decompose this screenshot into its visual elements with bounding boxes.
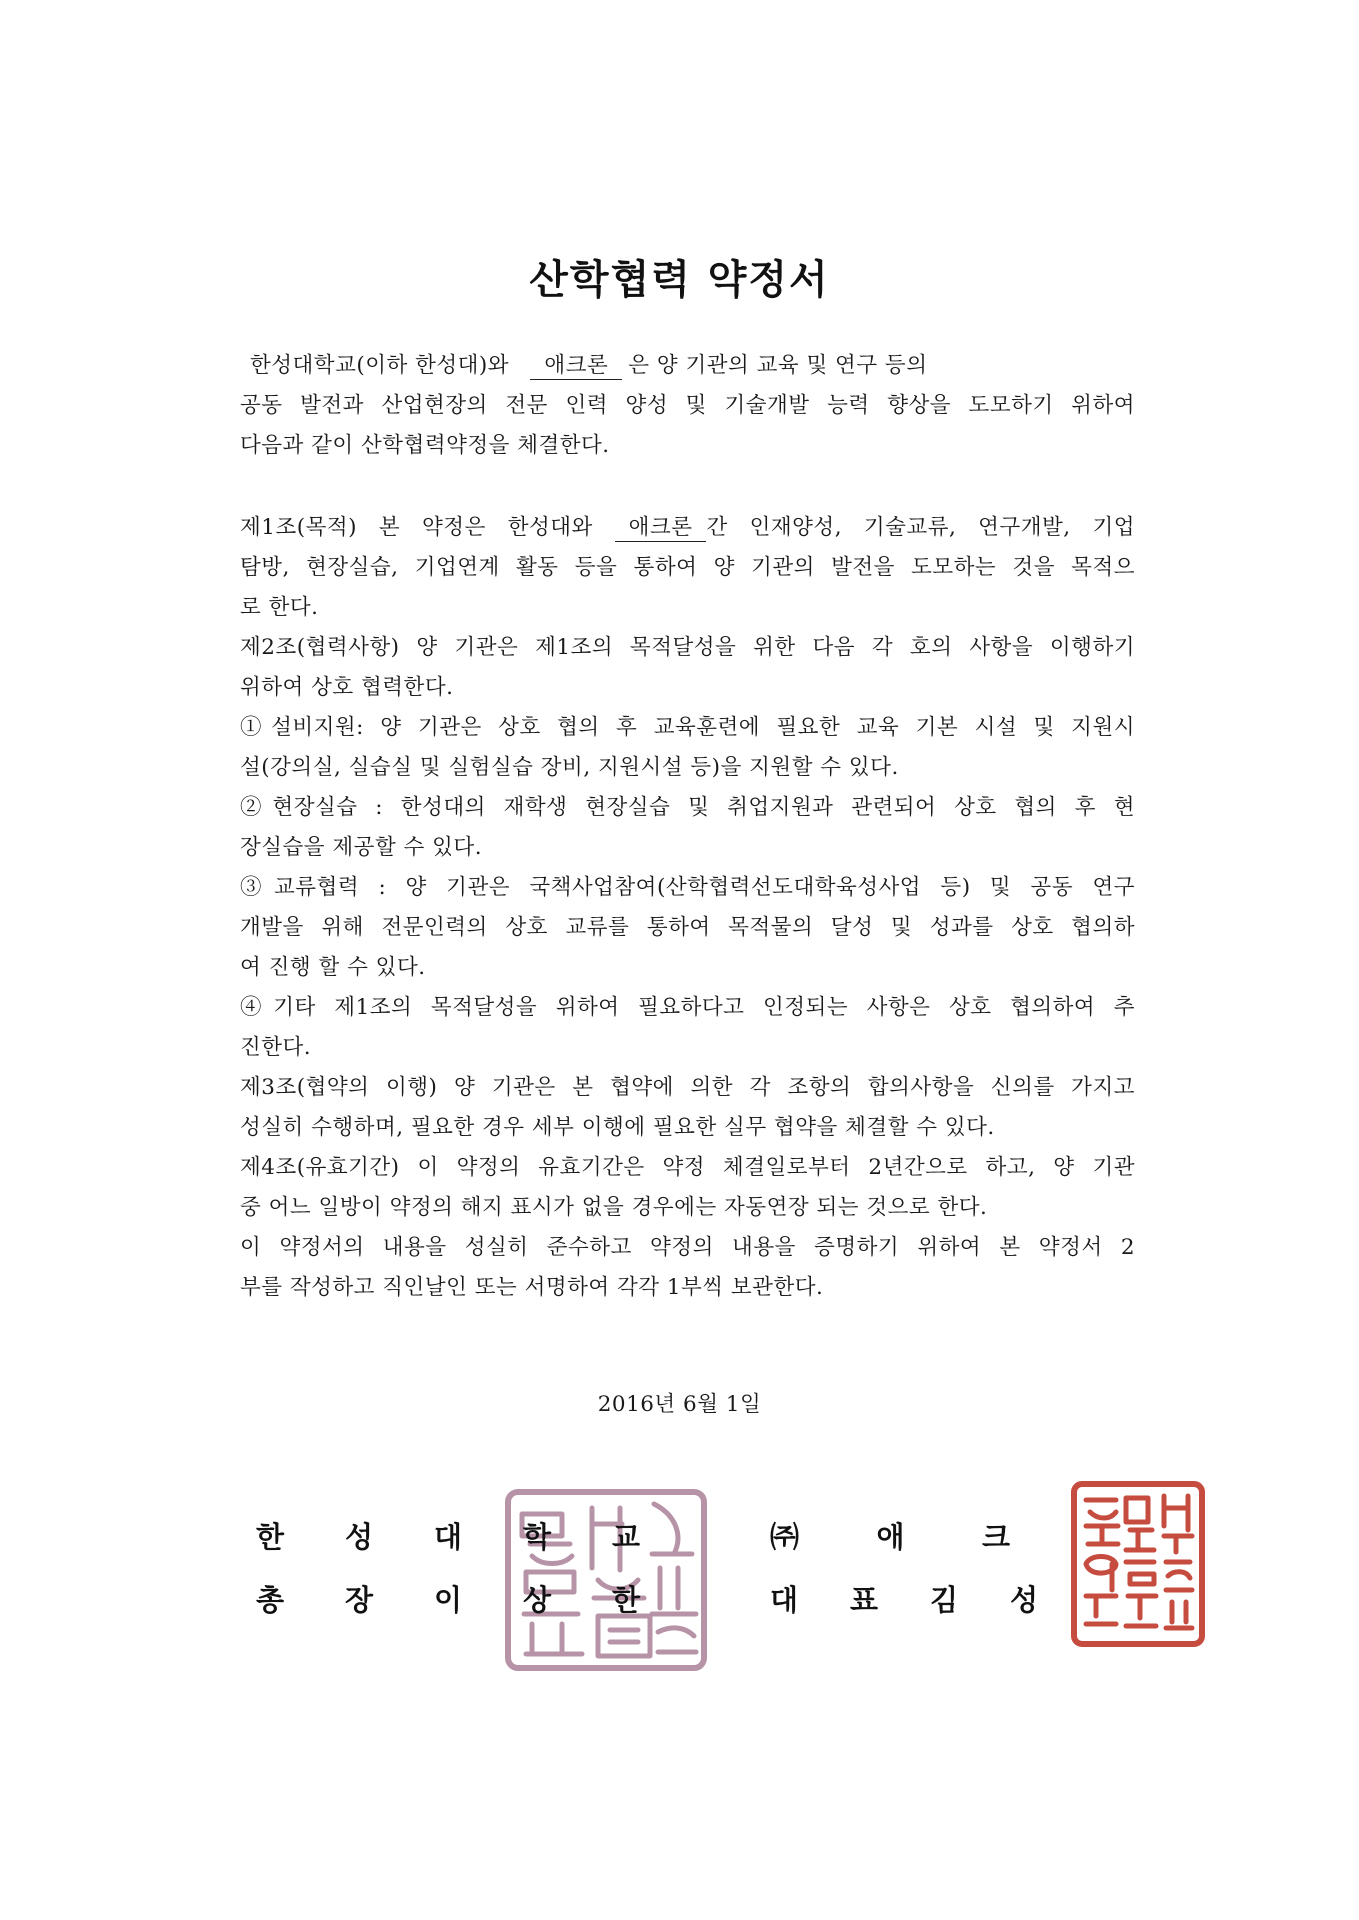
article-2-line-1: 제2조(협력사항) 양 기관은 제1조의 목적달성을 위한 다음 각 호의 사항을 이행하기 bbox=[240, 635, 1135, 660]
agreement-date: 2016년 6월 1일 bbox=[597, 1392, 762, 1417]
president-char-1: 총 bbox=[256, 1583, 285, 1617]
article-3-line-1: 제3조(협약의 이행) 양 기관은 본 협약에 의한 각 조항의 합의사항을 신의를 가지고 bbox=[240, 1075, 1135, 1100]
item-4-line-2: 진한다. bbox=[240, 1035, 312, 1060]
document-title: 산학협력 약정서 bbox=[529, 257, 830, 303]
item-3-line-1: ③교류협력 : 양 기관은 국책사업참여(산학협력선도대학육성사업 등) 및 공동 연구 bbox=[240, 875, 1135, 900]
partner-name-blank: 애크론 bbox=[530, 353, 622, 380]
president-char-5: 한 bbox=[611, 1583, 640, 1617]
item-2-line-1: ②현장실습 : 한성대의 재학생 현장실습 및 취업지원과 관련되어 상호 협의 후 현 bbox=[240, 795, 1135, 820]
article-1-text-pre: 제1조(목적) 본 약정은 한성대와 bbox=[240, 515, 593, 540]
representative-char-4: 성 bbox=[1009, 1583, 1038, 1617]
representative-char-3: 김 bbox=[929, 1583, 958, 1617]
article-4-line-2: 중 어느 일방이 약정의 해지 표시가 없을 경우에는 자동연장 되는 것으로 한다. bbox=[240, 1195, 988, 1220]
intro-line-1 bbox=[240, 351, 1135, 381]
university-char-1: 한 bbox=[256, 1520, 285, 1554]
item-4-line-1: ④기타 제1조의 목적달성을 위하여 필요하다고 인정되는 사항은 상호 협의하여 추 bbox=[240, 995, 1135, 1020]
article-1-line-2: 탐방, 현장실습, 기업연계 활동 등을 통하여 양 기관의 발전을 도모하는 것을 목적으 bbox=[240, 555, 1135, 580]
intro-line-2: 공동 발전과 산업현장의 전문 인력 양성 및 기술개발 능력 향상을 도모하기 위하여 bbox=[240, 393, 1135, 418]
university-president bbox=[256, 1578, 640, 1619]
article-1-line-1 bbox=[240, 513, 1135, 543]
university-name bbox=[256, 1515, 640, 1556]
item-2-line-2: 장실습을 제공할 수 있다. bbox=[240, 835, 483, 860]
president-char-2: 장 bbox=[344, 1583, 373, 1617]
intro-text-pre: 한성대학교(이하 한성대)와 bbox=[250, 353, 510, 378]
representative-char-1: 대 bbox=[770, 1583, 799, 1617]
president-char-3: 이 bbox=[433, 1583, 462, 1617]
president-char-4: 상 bbox=[522, 1583, 551, 1617]
article-1-partner-blank: 애크론 bbox=[615, 515, 707, 542]
representative-char-2: 표 bbox=[849, 1583, 878, 1617]
item-1-line-2: 설(강의실, 실습실 및 실험실습 장비, 지원시설 등)을 지원할 수 있다. bbox=[240, 755, 899, 780]
university-char-2: 성 bbox=[344, 1520, 373, 1554]
closing-line-2: 부를 작성하고 직인날인 또는 서명하여 각각 1부씩 보관한다. bbox=[240, 1275, 824, 1300]
university-char-5: 교 bbox=[611, 1520, 640, 1554]
item-3-line-3: 여 진행 할 수 있다. bbox=[240, 955, 426, 980]
article-2-line-2: 위하여 상호 협력한다. bbox=[240, 675, 454, 700]
intro-line-3: 다음과 같이 산학협력약정을 체결한다. bbox=[240, 433, 610, 458]
article-1-line-3: 로 한다. bbox=[240, 595, 319, 620]
university-char-4: 학 bbox=[522, 1520, 551, 1554]
item-3-line-2: 개발을 위해 전문인력의 상호 교류를 통하여 목적물의 달성 및 성과를 상호 협의하 bbox=[240, 915, 1135, 940]
company-name bbox=[770, 1515, 1010, 1556]
company-seal-stamp bbox=[1068, 1478, 1208, 1650]
company-char-3: 크 bbox=[981, 1520, 1010, 1554]
article-1-text-post: 간 인재양성, 기술교류, 연구개발, 기업 bbox=[706, 515, 1135, 540]
article-4-line-1: 제4조(유효기간) 이 약정의 유효기간은 약정 체결일로부터 2년간으로 하고, 양 기관 bbox=[240, 1155, 1135, 1180]
closing-line-1: 이 약정서의 내용을 성실히 준수하고 약정의 내용을 증명하기 위하여 본 약정서 2 bbox=[240, 1235, 1135, 1260]
article-3-line-2: 성실히 수행하며, 필요한 경우 세부 이행에 필요한 실무 협약을 체결할 수 있다. bbox=[240, 1115, 995, 1140]
intro-text-post: 은 양 기관의 교육 및 연구 등의 bbox=[628, 353, 928, 378]
university-char-3: 대 bbox=[433, 1520, 462, 1554]
company-char-2: 애 bbox=[876, 1520, 905, 1554]
company-char-1: ㈜ bbox=[770, 1520, 800, 1554]
item-1-line-1: ①설비지원: 양 기관은 상호 협의 후 교육훈련에 필요한 교육 기본 시설 및 지원시 bbox=[240, 715, 1135, 740]
company-representative bbox=[770, 1578, 1038, 1619]
